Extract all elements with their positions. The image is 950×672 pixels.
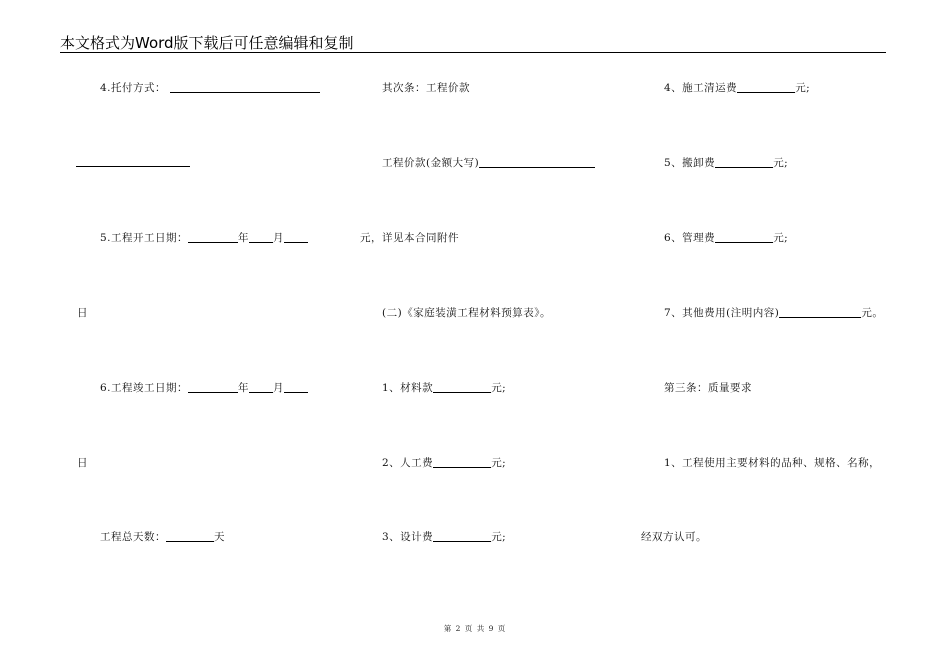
labor-blank bbox=[433, 456, 491, 468]
document-header-title: 本文格式为Word版下载后可任意编辑和复制 bbox=[60, 34, 354, 52]
start-year-unit: 年 bbox=[238, 232, 250, 244]
quality-clause-1-continued: 经双方认可。 bbox=[641, 531, 707, 543]
management-line bbox=[664, 230, 788, 245]
end-day-unit: 日 bbox=[77, 457, 88, 469]
cleanup-blank bbox=[737, 81, 795, 93]
design-unit: 元; bbox=[491, 531, 507, 543]
payment-method-blank bbox=[170, 81, 320, 93]
other-fees-label: 7、其他费用(注明内容) bbox=[664, 307, 780, 319]
payment-method-label: 4.托付方式： bbox=[100, 82, 167, 94]
article-3-heading: 第三条：质量要求 bbox=[664, 382, 752, 394]
end-year-unit: 年 bbox=[238, 382, 250, 394]
labor-label: 2、人工费 bbox=[382, 457, 434, 469]
start-date-label: 5.工程开工日期： bbox=[100, 232, 189, 244]
total-days-blank bbox=[166, 530, 214, 542]
end-month-blank bbox=[249, 381, 273, 393]
article-2-heading: 其次条：工程价款 bbox=[382, 82, 470, 94]
total-days-unit: 天 bbox=[214, 531, 225, 543]
budget-table-line: (二)《家庭装潢工程材料预算表》。 bbox=[382, 307, 551, 319]
quality-clause-1: 1、工程使用主要材料的品种、规格、名称， bbox=[664, 457, 881, 469]
total-days-label: 工程总天数： bbox=[100, 531, 166, 543]
moving-line bbox=[664, 155, 788, 170]
page-number: 第 2 页 共 9 页 bbox=[443, 624, 507, 633]
materials-blank bbox=[433, 381, 491, 393]
end-date-label: 6.工程竣工日期： bbox=[100, 382, 189, 394]
start-month-unit: 月 bbox=[273, 232, 285, 244]
start-year-blank bbox=[188, 231, 238, 243]
materials-label: 1、材料款 bbox=[382, 382, 434, 394]
labor-line bbox=[382, 455, 506, 470]
design-blank bbox=[433, 530, 491, 542]
end-year-blank bbox=[188, 381, 238, 393]
end-month-unit: 月 bbox=[273, 382, 285, 394]
start-day-unit: 日 bbox=[77, 307, 88, 319]
other-fees-unit: 元。 bbox=[861, 307, 884, 319]
end-day-blank bbox=[284, 381, 308, 393]
price-line bbox=[382, 155, 595, 170]
moving-blank bbox=[715, 156, 773, 168]
materials-line bbox=[382, 380, 506, 395]
moving-unit: 元; bbox=[773, 157, 789, 169]
other-fees-line bbox=[664, 305, 883, 320]
end-date-line bbox=[100, 380, 308, 395]
price-label: 工程价款(金额大写) bbox=[382, 157, 480, 169]
management-label: 6、管理费 bbox=[664, 232, 716, 244]
design-line bbox=[382, 529, 506, 544]
labor-unit: 元; bbox=[491, 457, 507, 469]
price-blank bbox=[479, 156, 595, 168]
header-divider bbox=[60, 52, 886, 53]
total-days-line bbox=[100, 529, 225, 544]
management-blank bbox=[715, 231, 773, 243]
payment-method-blank-2 bbox=[76, 155, 190, 167]
materials-unit: 元; bbox=[491, 382, 507, 394]
cleanup-label: 4、施工清运费 bbox=[664, 82, 738, 94]
management-unit: 元; bbox=[773, 232, 789, 244]
start-month-blank bbox=[249, 231, 273, 243]
price-tail: 元，详见本合同附件 bbox=[360, 232, 459, 244]
start-day-blank bbox=[284, 231, 308, 243]
cleanup-line bbox=[664, 80, 810, 95]
start-date-line bbox=[100, 230, 308, 245]
design-label: 3、设计费 bbox=[382, 531, 434, 543]
payment-method-continuation bbox=[76, 155, 190, 168]
cleanup-unit: 元; bbox=[795, 82, 811, 94]
payment-method-line bbox=[100, 80, 320, 95]
moving-label: 5、搬卸费 bbox=[664, 157, 716, 169]
other-fees-blank bbox=[779, 306, 861, 318]
